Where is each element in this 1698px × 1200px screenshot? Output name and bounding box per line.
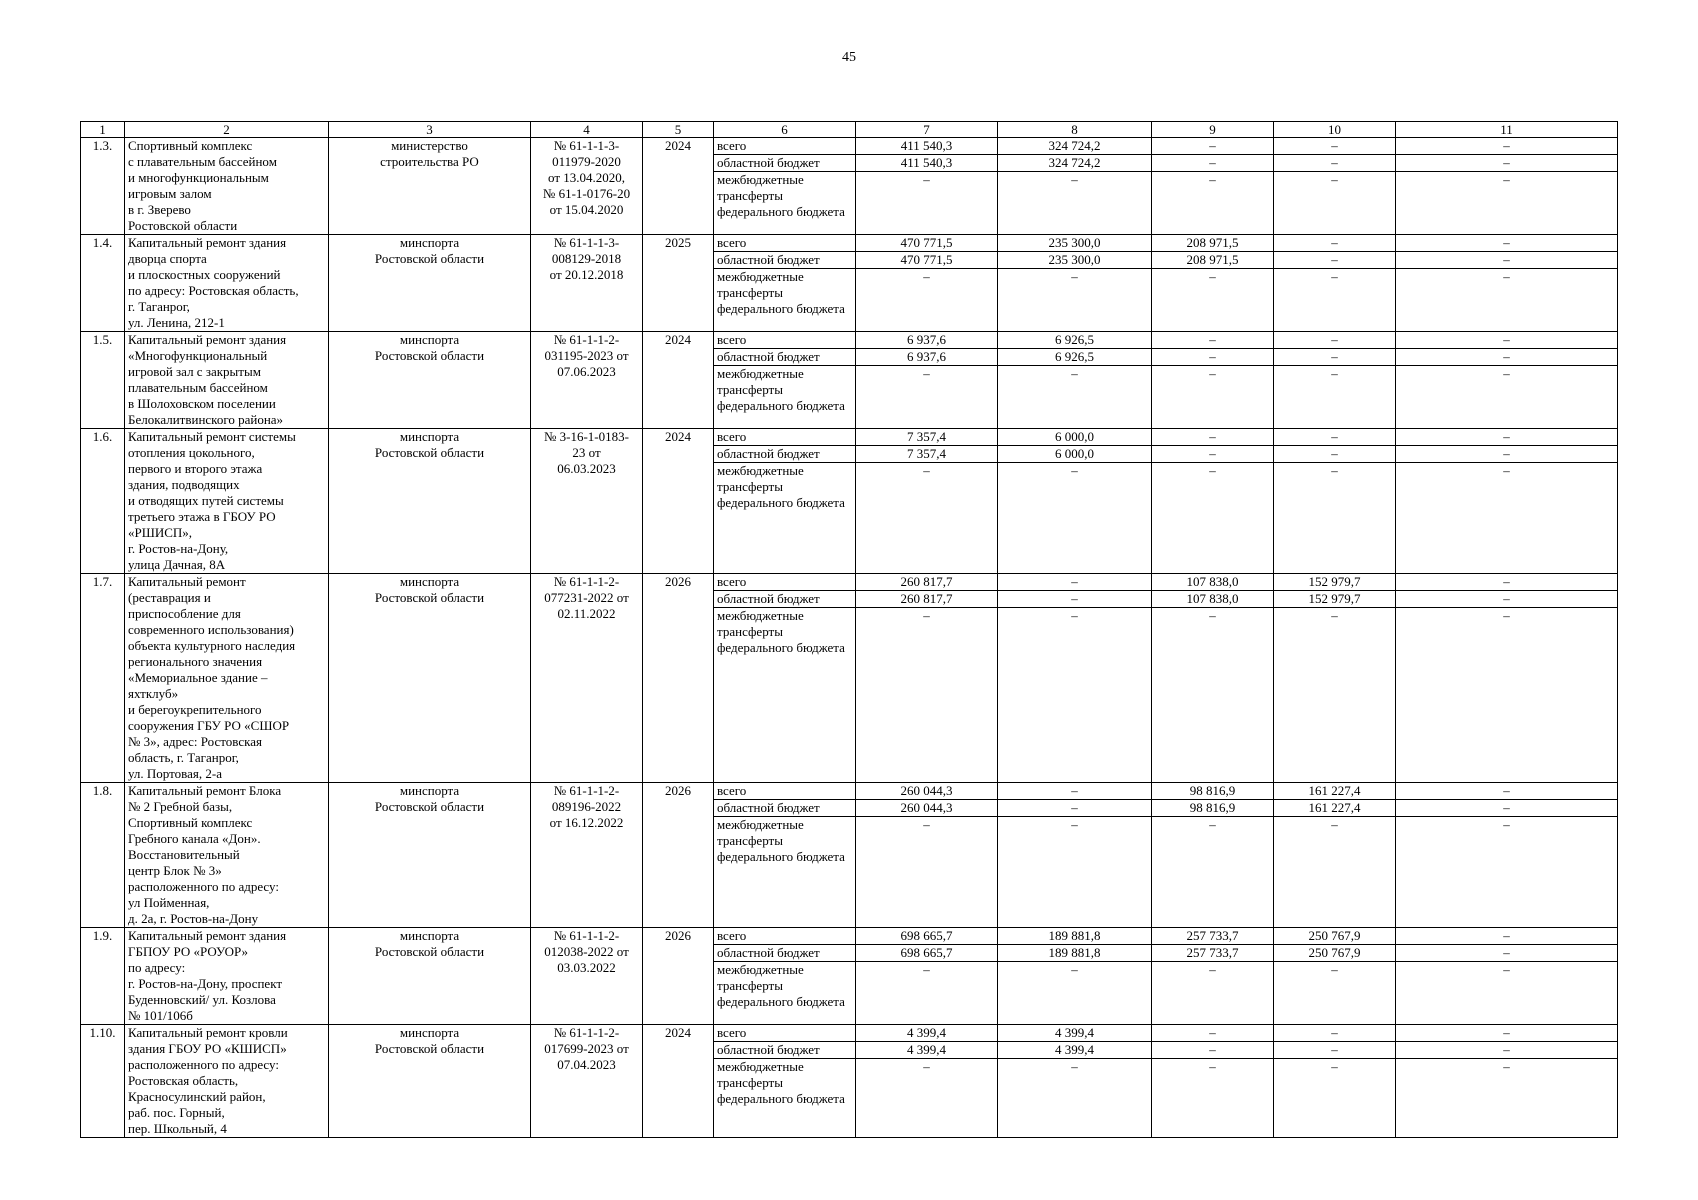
value-cell: –	[1396, 172, 1618, 235]
value-cell: –	[856, 817, 998, 928]
budget-source-label: областной бюджет	[714, 591, 856, 608]
budget-source-label: областной бюджет	[714, 1042, 856, 1059]
document-ref: № 61-1-1-2- 089196-2022 от 16.12.2022	[531, 783, 643, 928]
value-cell: –	[1152, 1059, 1274, 1138]
table-row-total	[81, 783, 1618, 800]
object-name: Капитальный ремонт (реставрация и приспособление для современного использования) объекта культурного наследия регионального значения «Мемориальное здание – яхтклуб» и берегоукрепительного сооружения ГБУ РО «СШОР № 3», адрес: Ростовская область, г. Таганрог, ул. Портовая, 2-а	[125, 574, 329, 783]
budget-source-label: всего	[714, 1025, 856, 1042]
value-cell: 189 881,8	[998, 945, 1152, 962]
table-row-total	[81, 429, 1618, 446]
column-numbers-row	[81, 122, 1618, 138]
value-cell: 6 937,6	[856, 349, 998, 366]
table-row-total	[81, 928, 1618, 945]
value-cell: –	[998, 608, 1152, 783]
value-cell: –	[1274, 235, 1396, 252]
column-header: 10	[1274, 122, 1396, 138]
column-header: 6	[714, 122, 856, 138]
responsible-org: минспорта Ростовской области	[329, 783, 531, 928]
value-cell: 189 881,8	[998, 928, 1152, 945]
value-cell: 152 979,7	[1274, 591, 1396, 608]
budget-source-label: областной бюджет	[714, 800, 856, 817]
value-cell: 260 817,7	[856, 591, 998, 608]
completion-year: 2026	[643, 574, 714, 783]
value-cell: –	[1152, 349, 1274, 366]
value-cell: 324 724,2	[998, 138, 1152, 155]
value-cell: 6 000,0	[998, 446, 1152, 463]
value-cell: –	[1152, 155, 1274, 172]
value-cell: –	[1396, 783, 1618, 800]
value-cell: –	[1396, 962, 1618, 1025]
object-number: 1.9.	[81, 928, 125, 1025]
object-name: Капитальный ремонт здания дворца спорта и плоскостных сооружений по адресу: Ростовская область, г. Таганрог, ул. Ленина, 212-1	[125, 235, 329, 332]
budget-source-label: межбюджетные трансферты федерального бюджета	[714, 269, 856, 332]
budget-source-label: областной бюджет	[714, 349, 856, 366]
value-cell: 107 838,0	[1152, 574, 1274, 591]
value-cell: –	[1396, 945, 1618, 962]
value-cell: 4 399,4	[856, 1042, 998, 1059]
page-number: 45	[842, 50, 856, 65]
value-cell: –	[1396, 1059, 1618, 1138]
value-cell: –	[856, 1059, 998, 1138]
value-cell: 250 767,9	[1274, 945, 1396, 962]
value-cell: –	[998, 817, 1152, 928]
value-cell: –	[1396, 800, 1618, 817]
value-cell: –	[1152, 172, 1274, 235]
value-cell: –	[1274, 429, 1396, 446]
object-name: Капитальный ремонт здания ГБПОУ РО «РОУОР» по адресу: г. Ростов-на-Дону, проспект Буденновский/ ул. Козлова № 101/106б	[125, 928, 329, 1025]
value-cell: –	[1274, 817, 1396, 928]
value-cell: –	[856, 962, 998, 1025]
value-cell: 235 300,0	[998, 235, 1152, 252]
object-name: Капитальный ремонт кровли здания ГБОУ РО «КШИСП» расположенного по адресу: Ростовская область, Красносулинский район, раб. пос. Горный, пер. Школьный, 4	[125, 1025, 329, 1138]
object-number: 1.4.	[81, 235, 125, 332]
value-cell: 107 838,0	[1152, 591, 1274, 608]
value-cell: –	[1396, 1025, 1618, 1042]
value-cell: –	[856, 366, 998, 429]
budget-source-label: всего	[714, 332, 856, 349]
value-cell: 6 000,0	[998, 429, 1152, 446]
value-cell: –	[1396, 366, 1618, 429]
object-name: Капитальный ремонт Блока № 2 Гребной базы, Спортивный комплекс Гребного канала «Дон». Восстановительный центр Блок № 3» расположенного по адресу: ул Пойменная, д. 2а, г. Ростов-на-Дону	[125, 783, 329, 928]
value-cell: –	[1274, 252, 1396, 269]
completion-year: 2024	[643, 138, 714, 235]
value-cell: –	[1274, 1025, 1396, 1042]
completion-year: 2024	[643, 332, 714, 429]
value-cell: 98 816,9	[1152, 800, 1274, 817]
responsible-org: минспорта Ростовской области	[329, 1025, 531, 1138]
column-header: 3	[329, 122, 531, 138]
document-ref: № 61-1-1-3- 008129-2018 от 20.12.2018	[531, 235, 643, 332]
completion-year: 2025	[643, 235, 714, 332]
budget-source-label: межбюджетные трансферты федерального бюджета	[714, 608, 856, 783]
budget-source-label: областной бюджет	[714, 252, 856, 269]
column-header: 4	[531, 122, 643, 138]
budget-source-label: всего	[714, 235, 856, 252]
value-cell: 470 771,5	[856, 235, 998, 252]
value-cell: –	[1274, 1042, 1396, 1059]
value-cell: 208 971,5	[1152, 252, 1274, 269]
value-cell: –	[1152, 446, 1274, 463]
document-ref: № 3-16-1-0183- 23 от 06.03.2023	[531, 429, 643, 574]
document-ref: № 61-1-1-2- 012038-2022 от 03.03.2022	[531, 928, 643, 1025]
value-cell: 698 665,7	[856, 945, 998, 962]
value-cell: –	[1274, 332, 1396, 349]
value-cell: –	[1396, 446, 1618, 463]
object-name: Капитальный ремонт здания «Многофункциональный игровой зал с закрытым плавательным бассейном в Шолоховском поселении Белокалитвинского района»	[125, 332, 329, 429]
value-cell: 324 724,2	[998, 155, 1152, 172]
value-cell: –	[1396, 269, 1618, 332]
budget-source-label: межбюджетные трансферты федерального бюджета	[714, 366, 856, 429]
object-number: 1.10.	[81, 1025, 125, 1138]
value-cell: –	[1396, 574, 1618, 591]
value-cell: –	[998, 269, 1152, 332]
value-cell: 4 399,4	[856, 1025, 998, 1042]
budget-source-label: областной бюджет	[714, 155, 856, 172]
responsible-org: минспорта Ростовской области	[329, 332, 531, 429]
table-row-total	[81, 1025, 1618, 1042]
object-name: Спортивный комплекс с плавательным бассейном и многофункциональным игровым залом в г. Зверево Ростовской области	[125, 138, 329, 235]
completion-year: 2026	[643, 928, 714, 1025]
value-cell: 257 733,7	[1152, 928, 1274, 945]
value-cell: –	[856, 463, 998, 574]
value-cell: 260 044,3	[856, 783, 998, 800]
value-cell: –	[1396, 608, 1618, 783]
value-cell: –	[1274, 1059, 1396, 1138]
value-cell: –	[1396, 463, 1618, 574]
budget-source-label: областной бюджет	[714, 945, 856, 962]
completion-year: 2024	[643, 1025, 714, 1138]
value-cell: –	[1396, 138, 1618, 155]
value-cell: –	[1274, 138, 1396, 155]
object-number: 1.6.	[81, 429, 125, 574]
value-cell: –	[998, 591, 1152, 608]
budget-source-label: всего	[714, 783, 856, 800]
value-cell: 250 767,9	[1274, 928, 1396, 945]
value-cell: –	[1396, 349, 1618, 366]
document-ref: № 61-1-1-2- 077231-2022 от 02.11.2022	[531, 574, 643, 783]
budget-source-label: межбюджетные трансферты федерального бюджета	[714, 962, 856, 1025]
budget-source-label: всего	[714, 574, 856, 591]
value-cell: 4 399,4	[998, 1042, 1152, 1059]
value-cell: 4 399,4	[998, 1025, 1152, 1042]
budget-source-label: всего	[714, 138, 856, 155]
value-cell: –	[856, 608, 998, 783]
column-header: 7	[856, 122, 998, 138]
value-cell: 6 937,6	[856, 332, 998, 349]
value-cell: –	[998, 800, 1152, 817]
column-header: 8	[998, 122, 1152, 138]
budget-source-label: областной бюджет	[714, 446, 856, 463]
column-header: 1	[81, 122, 125, 138]
object-number: 1.3.	[81, 138, 125, 235]
budget-source-label: межбюджетные трансферты федерального бюджета	[714, 817, 856, 928]
column-header: 2	[125, 122, 329, 138]
value-cell: 257 733,7	[1152, 945, 1274, 962]
value-cell: 411 540,3	[856, 155, 998, 172]
value-cell: –	[1274, 349, 1396, 366]
responsible-org: минспорта Ростовской области	[329, 574, 531, 783]
value-cell: –	[1396, 429, 1618, 446]
value-cell: –	[1274, 446, 1396, 463]
value-cell: –	[998, 962, 1152, 1025]
value-cell: –	[1274, 269, 1396, 332]
responsible-org: министерство строительства РО	[329, 138, 531, 235]
responsible-org: минспорта Ростовской области	[329, 928, 531, 1025]
document-ref: № 61-1-1-2- 017699-2023 от 07.04.2023	[531, 1025, 643, 1138]
column-header: 11	[1396, 122, 1618, 138]
budget-table	[80, 121, 1618, 1138]
table-row-total	[81, 235, 1618, 252]
value-cell: –	[1274, 962, 1396, 1025]
value-cell: –	[1152, 332, 1274, 349]
object-name: Капитальный ремонт системы отопления цокольного, первого и второго этажа здания, подводящих и отводящих путей системы третьего этажа в ГБОУ РО «РШИСП», г. Ростов-на-Дону, улица Дачная, 8А	[125, 429, 329, 574]
value-cell: 411 540,3	[856, 138, 998, 155]
value-cell: –	[1396, 1042, 1618, 1059]
value-cell: –	[998, 783, 1152, 800]
value-cell: –	[1274, 608, 1396, 783]
value-cell: 208 971,5	[1152, 235, 1274, 252]
value-cell: 470 771,5	[856, 252, 998, 269]
value-cell: –	[1396, 235, 1618, 252]
value-cell: –	[998, 172, 1152, 235]
value-cell: 6 926,5	[998, 332, 1152, 349]
completion-year: 2024	[643, 429, 714, 574]
value-cell: –	[856, 269, 998, 332]
value-cell: 260 817,7	[856, 574, 998, 591]
value-cell: –	[1396, 155, 1618, 172]
responsible-org: минспорта Ростовской области	[329, 235, 531, 332]
budget-source-label: всего	[714, 928, 856, 945]
value-cell: –	[1396, 928, 1618, 945]
table-row-total	[81, 138, 1618, 155]
value-cell: –	[1152, 429, 1274, 446]
column-header: 5	[643, 122, 714, 138]
value-cell: –	[1274, 366, 1396, 429]
value-cell: 152 979,7	[1274, 574, 1396, 591]
value-cell: –	[1274, 155, 1396, 172]
object-number: 1.7.	[81, 574, 125, 783]
value-cell: –	[1152, 138, 1274, 155]
value-cell: –	[1152, 463, 1274, 574]
value-cell: –	[856, 172, 998, 235]
value-cell: –	[1396, 591, 1618, 608]
value-cell: –	[1274, 172, 1396, 235]
value-cell: 161 227,4	[1274, 800, 1396, 817]
value-cell: –	[1396, 817, 1618, 928]
budget-source-label: межбюджетные трансферты федерального бюджета	[714, 463, 856, 574]
table-row-total	[81, 332, 1618, 349]
budget-source-label: межбюджетные трансферты федерального бюджета	[714, 172, 856, 235]
table-row-total	[81, 574, 1618, 591]
completion-year: 2026	[643, 783, 714, 928]
value-cell: –	[998, 574, 1152, 591]
value-cell: 235 300,0	[998, 252, 1152, 269]
budget-source-label: межбюджетные трансферты федерального бюджета	[714, 1059, 856, 1138]
value-cell: –	[1152, 1025, 1274, 1042]
value-cell: –	[998, 366, 1152, 429]
value-cell: 161 227,4	[1274, 783, 1396, 800]
object-number: 1.8.	[81, 783, 125, 928]
value-cell: –	[1152, 366, 1274, 429]
column-header: 9	[1152, 122, 1274, 138]
value-cell: –	[1152, 269, 1274, 332]
value-cell: 698 665,7	[856, 928, 998, 945]
budget-source-label: всего	[714, 429, 856, 446]
value-cell: –	[1396, 252, 1618, 269]
value-cell: 7 357,4	[856, 446, 998, 463]
responsible-org: минспорта Ростовской области	[329, 429, 531, 574]
value-cell: 260 044,3	[856, 800, 998, 817]
value-cell: –	[998, 1059, 1152, 1138]
value-cell: 7 357,4	[856, 429, 998, 446]
object-number: 1.5.	[81, 332, 125, 429]
value-cell: –	[1274, 463, 1396, 574]
document-ref: № 61-1-1-2- 031195-2023 от 07.06.2023	[531, 332, 643, 429]
value-cell: –	[1152, 962, 1274, 1025]
value-cell: 6 926,5	[998, 349, 1152, 366]
table-body	[81, 122, 1618, 1138]
value-cell: –	[1396, 332, 1618, 349]
value-cell: –	[1152, 608, 1274, 783]
value-cell: –	[1152, 817, 1274, 928]
value-cell: 98 816,9	[1152, 783, 1274, 800]
value-cell: –	[1152, 1042, 1274, 1059]
value-cell: –	[998, 463, 1152, 574]
document-ref: № 61-1-1-3- 011979-2020 от 13.04.2020, № 61-1-0176-20 от 15.04.2020	[531, 138, 643, 235]
